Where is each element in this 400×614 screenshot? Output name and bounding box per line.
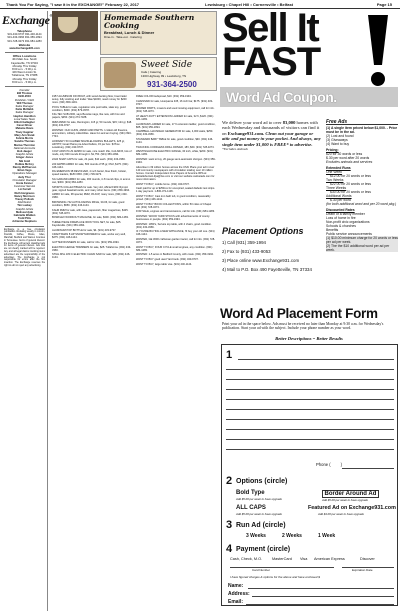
email-field[interactable] bbox=[246, 604, 394, 605]
classified-entry: WANT TO BUY, Cast iron bath tub, in good condition, reasonably priced. (931) 446-1144. bbox=[136, 194, 211, 201]
masthead-column bbox=[2, 11, 53, 611]
staff-name: 1940-2010 bbox=[18, 95, 31, 99]
classified-entry: WANTED: WOOD YARD STICKS with advertisements of county businesses or people. (931) 359-1994. bbox=[136, 214, 210, 221]
staff-name: Liz Farrell bbox=[18, 188, 31, 192]
header-left: Thank You For Saying, "I saw it in the EXCHANGE!" February 22, 2017 bbox=[6, 1, 140, 7]
staff-name: Katie McNabb bbox=[15, 108, 34, 112]
staff-name: Greta Fanner bbox=[16, 181, 33, 185]
classified-entry: Cash paid for up to $25/box for unexpired, sealed diabetic test strips. 1 day payment. 1-800-371-1136. bbox=[136, 187, 216, 194]
phone-field[interactable] bbox=[342, 468, 394, 469]
page-number: Page 15 bbox=[376, 1, 392, 7]
option-bold-type[interactable]: Bold Type bbox=[236, 490, 265, 496]
classified-entry: ALUMINUM LADDER for sale, 17 ft extension ladder, good condition, $65. (931) 359-1994. bbox=[136, 122, 216, 129]
run-ad-label: Run Ad (circle) bbox=[236, 522, 286, 529]
classified-entry: TRACKING CORDLESS DRILL DRIVER, 18V, $60. (931) 728-3273. bbox=[136, 145, 215, 149]
classified-entry: 22LR SNAP CAPS for sale, 24 pack, $10 each. (931) 433-3366. bbox=[52, 157, 126, 161]
staff-name: Bob Jaeger bbox=[17, 149, 32, 153]
form-intro: Print your ad in the space below. Ads must be received no later than Monday at 9:30 a.m. for Wednesday's publication. Start your ad with the subject. Include your phone number as your word. bbox=[222, 322, 384, 331]
staff-name: Tracy Gagnier bbox=[15, 130, 34, 134]
staff-name: Judy Thor bbox=[18, 175, 31, 179]
options-label: Options (circle) bbox=[236, 478, 288, 485]
section-4-number: 4 bbox=[226, 543, 233, 555]
ad-text-line-5[interactable] bbox=[226, 399, 394, 400]
section-3-number: 3 bbox=[226, 519, 233, 531]
phone-label: Phone ( ) bbox=[316, 462, 343, 467]
payment-label: Payment (circle) bbox=[236, 546, 291, 553]
pay-mastercard[interactable]: MasterCard bbox=[272, 557, 292, 561]
classified-entry: CHAINSAW for sale, Husqvarna 435, 16 inch bar, $175. (931) 433-9737. bbox=[136, 99, 213, 106]
promo-text: We deliver your word ad to over 83,000 homes with each Wednesday and thousands of visitors can find it on Exchange931.com. Clean out your garage or attic and put money in your pocket. And always, any single item under $1,000 is FREE* to advertise. *Excludes Animals bbox=[222, 120, 321, 152]
ad-text-line-6[interactable] bbox=[226, 409, 394, 410]
staff-name: Adrienne Stephens bbox=[12, 220, 37, 224]
staff-name: Mary Ann Sivak bbox=[14, 133, 35, 137]
classified-entry: GUTTER RUNNERS for sale, call for info. (931) 359-1994. bbox=[52, 241, 120, 245]
classified-entry: ALUMINUM POP BOTTLE for sale, $4. (931) 433-9737. bbox=[52, 228, 117, 232]
pay-discover[interactable]: Discover bbox=[360, 557, 375, 561]
ad-text-line-2[interactable] bbox=[226, 369, 394, 370]
classified-entry: KAHR 9MM for sale, with case, paperwork, fiber magazines, $425. (931) 728-3273. bbox=[52, 208, 129, 215]
ad-text-line-3[interactable] bbox=[226, 379, 394, 380]
exchange931-link[interactable]: Exchange931.com bbox=[227, 130, 264, 136]
staff-name: Bill Thomas bbox=[16, 92, 33, 96]
classified-entry: Advertise in 39 million homes across the USA! Place your ad in over 140 community newspapers with circulation totaling over 10 million homes. Contact Independent Free Papers of America IFPA at danielleburnett-ifpa@live.com or visit our website cadnetads.com for more information. bbox=[136, 165, 215, 181]
page-header bbox=[0, 0, 400, 9]
classified-entry: AT HEAVY-DUTY EXTENSION LADDER for sale, 32 ft, $120. (931) 684-1283. bbox=[136, 115, 214, 122]
sell-it-fast-banner bbox=[220, 6, 398, 119]
classified-entry: MOWER PARTS, mowers and used mowing equipment, call for info. (931) 728-3273. bbox=[136, 107, 215, 114]
option-border[interactable]: Border Around Ad bbox=[322, 490, 379, 498]
staff-role: Sales Manager bbox=[15, 111, 34, 115]
staff-role: Graphic Artists bbox=[15, 207, 34, 211]
coupon-bar: Word Ad Coupon. bbox=[220, 87, 398, 107]
option-call[interactable]: 1) Call (931) 359-1994 bbox=[222, 240, 266, 245]
classified-entry: WANTED: OLD GUNS, AMMO AND PARTS. I collect old firearms, ammunition, military collectibles. Have fun and am buying. (931) 993-7743. bbox=[52, 128, 132, 138]
staff-name: Nancy Morrison bbox=[14, 194, 35, 198]
coffee-ad-image bbox=[52, 11, 98, 41]
sweet-side-ad: Sweet Side Cafe | Catering 1300 Highway 99 • Lewisburg, TN 931-364-2500 bbox=[100, 57, 217, 91]
telephone-block: Telephone 931-433-9737 931-446-1144 931-433-3366 931-359-1994 931-728-3273 931-684-1283 Website www.Exchange931.com bbox=[2, 30, 47, 50]
classified-entry: BROWNING 742 AUTOLOADING RIFLE, 30-06, for sale, good condition, $650. (931) 446-1144. bbox=[52, 201, 125, 208]
classified-column-1 bbox=[52, 95, 132, 610]
staff-name: Melissa Hyde bbox=[15, 210, 34, 214]
header-center: Lewisburg • Chapel Hill • Cornersville • Belfast bbox=[205, 1, 293, 7]
staff-name: Ruth Hargraves bbox=[14, 191, 35, 195]
placement-options: Placement Options 1) Call (931) 359-1994 2) Fax to (931) 433-9053 3) Place online www.Exchange931.com 4) Mail to P.O. Box 490 Fayetteville, TN 37334 bbox=[222, 226, 322, 272]
staff-name: Gabrielle Walden bbox=[13, 213, 36, 217]
staff-role: Distribution bbox=[17, 201, 32, 205]
ad-text-line-7[interactable] bbox=[226, 419, 394, 420]
staff-name: Todd Pitts bbox=[18, 217, 31, 221]
staff-role: Sales Manager bbox=[15, 105, 34, 109]
ad-text-line-10[interactable] bbox=[226, 449, 394, 450]
option-all-caps[interactable]: ALL CAPS bbox=[236, 505, 266, 511]
address-label: Address: bbox=[228, 591, 250, 597]
classified-entry: POOL TABLE for sale, regulation size pool table, slate top, good condition, $300. (931) 879-4578. bbox=[52, 105, 126, 112]
fine-print: Exchange is a free circulation publication circulating weekly in Lincoln, Franklin, Coffee, Moore, Giles, Marshall, Bedford and Warren Counties in Tennessee. Items of general interest: the Exchange will accept classified ads for items of general interest. Ads that are not clearly marked will be rejected. Any and all legal claims involving items advertised are the responsibility of the advertiser. The Exchange is not responsible for errors after the first insertion. The Exchange reserves the right to edit or reject any advertising. bbox=[4, 228, 45, 267]
sell-it-heading: Sell It bbox=[222, 6, 319, 50]
name-label: Name: bbox=[228, 583, 244, 589]
ad-text-line-9[interactable] bbox=[226, 439, 394, 440]
classified-entry: BOWFLEX WORKOUT MACHINE, for sale, $300. (931) 684-1283. bbox=[52, 216, 129, 220]
email-label: Email: bbox=[228, 599, 244, 605]
classified-entry: WANT TO BUY, large table vise. (931) 446-1144. bbox=[136, 262, 193, 266]
pay-visa[interactable]: Visa bbox=[300, 557, 308, 561]
staff-name: Haydon Hamilton bbox=[13, 114, 36, 118]
ad-placement-form: 1 Phone ( ) 2 Options (circle) Bold Type Add $5.00 per week to have upgrade Border Around Ad Add $5.00 per week to have upgrade ALL CAPS Add $5.00 per week to have upgrade Featured Ad on Exchange931.com Add $4.00 per week to have upgrade 3 Run Ad (circle) 3 Weeks 2 Weeks 1 Week 4 Payment (circle) Cash, Check, M.O. MasterCard Visa American Express Discover Card Number Expiration Date I have figured charges & options for the above and have enclosed $ Name: Address: Email: bbox=[221, 344, 398, 606]
homemade-cooking-ad: Homemade Southern Cooking Breakfast, Lunch & Dinner Dine-in · Take-out · Catering bbox=[100, 11, 217, 55]
classified-entry: SPORTS COLLECTIBLES for sale. Very old, official 1993 Olympic gear, signed baseball cards, and many other items. (931) 359-1994. bbox=[52, 185, 130, 192]
staff-name: Tracey Pollock bbox=[15, 197, 34, 201]
staff-name: Sandra Thomas bbox=[14, 140, 35, 144]
run-3-weeks[interactable]: 3 Weeks bbox=[246, 533, 266, 539]
staff-role: Customer Service bbox=[13, 185, 36, 189]
display-ads bbox=[52, 11, 217, 91]
classified-entry: STIHL MSL 180 C ELECTRIC CHAIN SAW for sale, $95. (931) 446-1144. bbox=[52, 253, 131, 260]
classified-entry: RG EMERSON 38 REVOLVER, 4 inch barrel, blue finish, holster, speed loaders, $180 OBO. (931) 728-3273. bbox=[52, 170, 127, 177]
staff-name: Felicia Morris bbox=[15, 137, 34, 141]
staff-name: Brian Vega bbox=[17, 169, 32, 173]
staff-list bbox=[2, 89, 47, 224]
staff-name: Cassi Driver bbox=[16, 124, 33, 128]
classified-entry: FREE COLOR bedspread, $10. (931) 359-1994. bbox=[136, 95, 192, 98]
ad-text-line-8[interactable] bbox=[226, 429, 394, 430]
classified-entry: WANTED, GE 3000 craftsman garden tractor, call for info. (931) 728-3273. bbox=[136, 238, 216, 245]
website-link[interactable]: www.Exchange931.com bbox=[9, 47, 40, 51]
option-mail[interactable]: 4) Mail to P.O. Box 490 Fayetteville, TN 37334 bbox=[222, 267, 312, 272]
free-ads-rules: Free Ads (1) A single item priced below $1,000. - Price must be in the ad. (2) Lost and found (3) Giveaways (4) Want to buy Pricing: $20 for 30 words or less $.30 per word after 20 words Excludes animals and services Extended Runs One Week $12.00 for 20 words or less Two Weeks $22.00 for 20 words or less Three Weeks $30.00 for 20 words or less Additional Words $.30 per word (for both additional word and per 20 word pkg.) Discounted Rates Death of a family member Loss of home in fire Non-profit civic organizations Schools & churches Benefits Public service announcements (1) $10.00 minimum charge for 20 words or less per ad per week. (2) The the $10 additional word per ad per week. bbox=[326, 119, 398, 252]
classified-entry: SG GARAND AMMO for sale, 300 rounds, in 8 round clips, in ammo can, $300. (931) 684-1283. bbox=[52, 177, 131, 185]
staff-role: Publisher / CEO bbox=[14, 98, 35, 102]
classified-entry: 223 AR/556 AMMO for sale, 500 rounds of 55 gr, FMJ, $175. (931) 446-1144. bbox=[52, 162, 129, 169]
staff-name: Danny McPherson bbox=[12, 165, 37, 169]
staff-role: Operations Manager bbox=[12, 172, 37, 176]
form-tagline: Better Descriptions = Better Results bbox=[275, 336, 343, 341]
staff-role: Graphic Artists bbox=[15, 153, 34, 157]
option-online[interactable]: 3) Place online www.Exchange931.com bbox=[222, 258, 300, 263]
option-fax[interactable]: 2) Fax to (931) 433-9053 bbox=[222, 249, 271, 254]
staff-name: Tim Lackey bbox=[17, 204, 32, 208]
staff-role: Circulation Manager bbox=[12, 178, 37, 182]
classified-entry: WANT TO BUY, mobile home. (931) 433-9737. bbox=[136, 182, 190, 186]
classified-entry: THREE PIECE FIREPLACE IRON TOOL SET, for sale, $25. Fayetteville. (931) 359-1994. bbox=[52, 221, 122, 228]
fast-heading: FAST bbox=[222, 40, 321, 84]
classified-entry: COLT AR15 PLUS AMMO for sale, nice match rifle, Colt AR15, lots of mods, only 600 rounds through it. $1,750. (931) 359-1994. bbox=[52, 150, 132, 157]
classified-entry: 1957 ALUMINUM ION BOAT, with wood decking floor, boat trailer setup, fully working and trailer. Was $1000, need money for $200 more. (931) 809-1191. bbox=[52, 95, 127, 105]
staff-name: Melanie Davis bbox=[15, 127, 34, 131]
staff-name: Elliott Gallagher bbox=[14, 121, 35, 125]
classified-entry: WANT TO BUY, FOUR CYCLE small engines, any condition. (931) 684-1283. bbox=[136, 245, 213, 252]
classified-entry: HORNADY 50 CALIBER MUZZLELOADING BULLETS, 425 gr, HP/XTP, Great Plains pre-lubed bullets, 15 per box. $7/box. Lewisburg. (931) 433-9737. bbox=[52, 139, 125, 149]
cake-image bbox=[104, 62, 136, 88]
classified-entry: CRAFTSMAN 8 HP SNOWTHROWER for sale, works very well, $275. (931) 446-1144. bbox=[52, 233, 126, 240]
form-title: Word Ad Placement Form bbox=[220, 306, 378, 321]
staff-name: Marisa Thornton bbox=[13, 143, 36, 147]
exclamation-icon bbox=[354, 13, 398, 89]
staff-role: Founder bbox=[19, 89, 30, 93]
classified-listings bbox=[52, 95, 217, 610]
staff-role: Local Sales Team bbox=[13, 117, 36, 121]
classified-entry: WANTED: 1950's, Service top table, with 4 chairs, good condition. (931) 433-3366. bbox=[136, 222, 212, 229]
ad-text-line-4[interactable] bbox=[226, 389, 394, 390]
classified-column-2 bbox=[136, 95, 216, 610]
classified-entry: FOR SALE, engines and transmissions, call for info. (931) 684-1283. bbox=[136, 210, 215, 214]
run-1-week[interactable]: 1 Week bbox=[318, 533, 336, 539]
run-2-weeks[interactable]: 2 Weeks bbox=[282, 533, 302, 539]
staff-name: Will Thomas bbox=[16, 101, 33, 105]
section-1-number: 1 bbox=[226, 349, 233, 361]
classified-entry: WANT TO BUY BOOK COLLECTIONS, within 50 miles of Chapel Hill. (931) 728-3273. bbox=[136, 202, 212, 209]
staff-name: Nik Gold bbox=[18, 159, 31, 163]
classified-entry: WESTINGHOUSE ELECTRIC RANGE, 30 inch, white, $200. (931) 684-1283. bbox=[136, 150, 213, 157]
exchange-logo: Exchange® bbox=[2, 13, 53, 27]
staff-role: National Accounts bbox=[13, 146, 36, 150]
card-number-field[interactable] bbox=[230, 567, 334, 568]
pay-cash[interactable]: Cash, Check, M.O. bbox=[230, 557, 263, 561]
option-featured[interactable]: Featured Ad on Exchange931.com bbox=[308, 505, 396, 511]
name-field[interactable] bbox=[248, 588, 394, 589]
staff-name: Robbie McCoy bbox=[15, 162, 34, 166]
classified-entry: AMMO for sale, 38 special, 9MM, 45 ACP, many more, (931) 433-3366. bbox=[52, 193, 128, 200]
classified-entry: IF YOU'RE BUYING A NEW APPLIANCE, I'll buy your old one. (931) 446-1144. bbox=[136, 230, 215, 237]
staff-name: Ginger Jones bbox=[15, 156, 34, 160]
section-2-number: 2 bbox=[226, 475, 233, 487]
offices-block: Office Locations 404 Main Ave. South Fayetteville, TN 37334 Monday Thru Friday 8:00 a.m. - 5:00 p.m. 109 West Lincoln St. Tullahoma, TN 37388 Monday Thru Friday 8:00 a.m. - 5:00 p.m. bbox=[11, 54, 38, 84]
classified-entry: WANTED: 1-5 acres in Bedford County, with creek. (931) 359-1994. bbox=[136, 253, 214, 257]
classified-entry: 9MM AMMO for sale, Remington, 115 gr, 50 rounds, $15; 124 gr, $18. (931) 433-9737. bbox=[52, 121, 132, 128]
classified-entry: WANTED: want to buy, 20 gauge semi-automatic shotgun. (931) 359-1994. bbox=[136, 158, 216, 165]
classified-entry: ELECTRIC HEDGE TRIMMERS for sale, $25. Tullahoma. (931) 433-3366. bbox=[52, 245, 132, 252]
classified-entry: KIG-TEC SUB 2000, says Beretta mags, like new, with box and papers, $450. (931) 273-7188. bbox=[52, 113, 125, 120]
address-field[interactable] bbox=[252, 596, 394, 597]
classified-entry: STANDARD BABY TABLE for sale, good condition, $30. (931) 446-1144. bbox=[136, 138, 214, 145]
classified-entry: WANT TO BUY good used Yard tools. (931) 433-9737. bbox=[136, 258, 199, 262]
pay-amex[interactable]: American Express bbox=[314, 557, 345, 561]
classified-entry: CAMPBELL HAUSFELD GENERATOR for sale, 4,000 watts, $250. (931) 433-3366. bbox=[136, 130, 214, 137]
signature-note: I have figured charges & options for the above and have enclosed $ bbox=[230, 575, 320, 579]
ad-text-line-1[interactable] bbox=[238, 359, 394, 360]
